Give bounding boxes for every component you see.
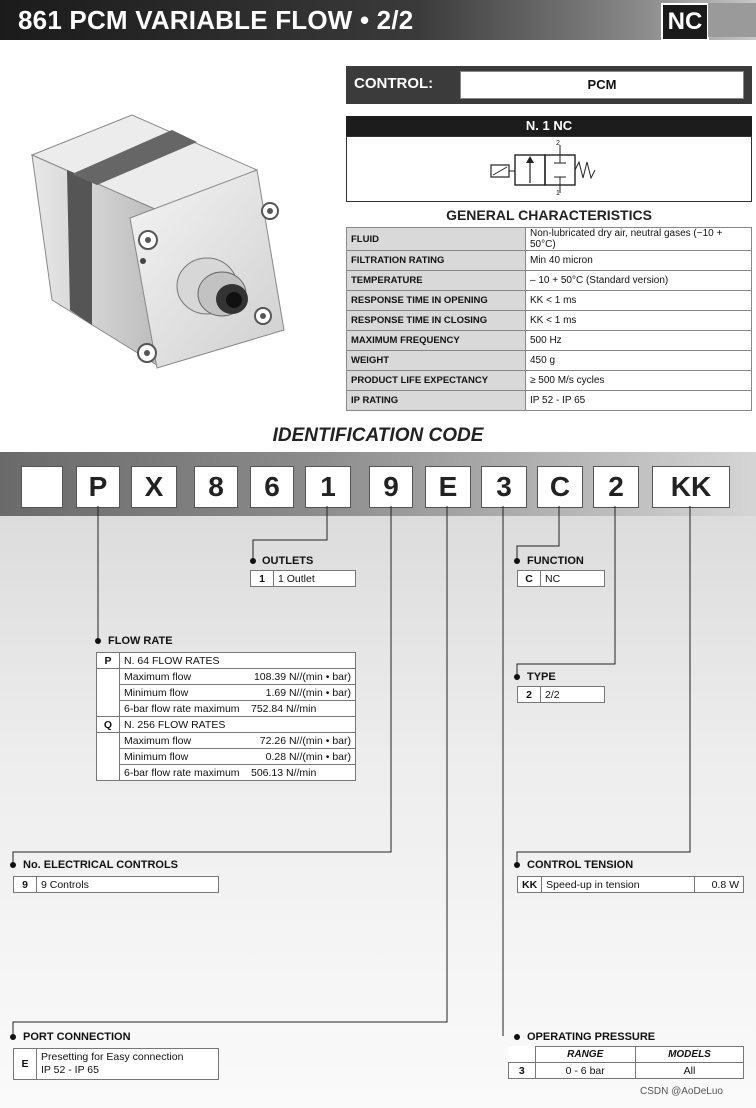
char-value: KK < 1 ms (526, 311, 752, 331)
char-key: RESPONSE TIME IN OPENING (347, 291, 526, 311)
option-desc: NC (541, 571, 605, 587)
option-code: 9 (14, 877, 37, 893)
nc-badge: NC (661, 3, 709, 41)
range-header: RANGE (535, 1047, 635, 1063)
char-key: FLUID (347, 228, 526, 251)
port-2-label: 2 (556, 140, 560, 147)
flow-row-label: Maximum flow (120, 669, 247, 685)
bullet-dot (10, 862, 16, 868)
char-value: Min 40 micron (526, 251, 752, 271)
flow-row-label: 6-bar flow rate maximum (120, 765, 247, 781)
flow-row-value: 752.84 N//min (247, 701, 356, 717)
option-code: P (97, 653, 120, 669)
option-desc: Speed-up in tension (542, 877, 695, 893)
bullet-dot (514, 1034, 520, 1040)
code-box-2: 2 (593, 466, 639, 508)
flow-group-heading: N. 256 FLOW RATES (120, 717, 356, 733)
watermark-credit: CSDN @AoDeLuo (640, 1086, 723, 1097)
bullet-dot (10, 1034, 16, 1040)
code-box-kk: KK (652, 466, 730, 508)
code-box-3: 3 (481, 466, 527, 508)
electrical-controls-title: No. ELECTRICAL CONTROLS (23, 859, 179, 871)
flow-row-label: Maximum flow (120, 733, 247, 749)
code-box-e: E (425, 466, 471, 508)
char-key: MAXIMUM FREQUENCY (347, 331, 526, 351)
code-box-1: 1 (305, 466, 351, 508)
char-value: 450 g (526, 351, 752, 371)
flow-row-label: Minimum flow (120, 685, 247, 701)
identification-code-title: IDENTIFICATION CODE (272, 425, 484, 446)
option-code: 1 (251, 571, 274, 587)
flow-rate-table (96, 652, 356, 781)
port-desc-line2: IP 52 - IP 65 (41, 1064, 99, 1076)
option-value: 0.8 W (695, 877, 744, 893)
char-value: ≥ 500 M/s cycles (526, 371, 752, 391)
electrical-controls-table (13, 876, 219, 893)
outlets-table (250, 570, 356, 587)
option-code: 2 (518, 687, 541, 703)
option-desc: 2/2 (541, 687, 605, 703)
char-key: IP RATING (347, 391, 526, 411)
control-label: CONTROL: (354, 75, 434, 92)
operating-pressure-table (508, 1046, 744, 1079)
bullet-dot (250, 558, 256, 564)
char-key: RESPONSE TIME IN CLOSING (347, 311, 526, 331)
code-box-6: 6 (250, 466, 294, 508)
flow-row-value: 0.28 N//(min • bar) (247, 749, 356, 765)
option-desc (37, 1049, 219, 1080)
port-connection-table (13, 1048, 219, 1080)
code-box-c: C (537, 466, 583, 508)
page-title: 861 PCM VARIABLE FLOW • 2/2 (18, 5, 414, 35)
option-code: E (14, 1049, 37, 1080)
code-box-8: 8 (194, 466, 238, 508)
type-title: TYPE (527, 671, 556, 683)
control-tension-title: CONTROL TENSION (527, 859, 634, 871)
function-table (517, 570, 605, 587)
type-table (517, 686, 605, 703)
char-value: IP 52 - IP 65 (526, 391, 752, 411)
port-1-label: 1 (556, 190, 560, 197)
option-code: Q (97, 717, 120, 733)
flow-row-value: 506.13 N//min (247, 765, 356, 781)
port-desc-line1: Presetting for Easy connection (41, 1051, 184, 1063)
char-key: FILTRATION RATING (347, 251, 526, 271)
bullet-dot (95, 638, 101, 644)
char-value: – 10 + 50°C (Standard version) (526, 271, 752, 291)
bullet-dot (514, 558, 520, 564)
flow-row-label: Minimum flow (120, 749, 247, 765)
control-tension-table (517, 876, 744, 893)
option-code: 3 (509, 1063, 536, 1079)
symbol-header: N. 1 NC (346, 116, 752, 136)
port-connection-title: PORT CONNECTION (23, 1031, 131, 1043)
flow-row-value: 108.39 N//(min • bar) (247, 669, 356, 685)
models-value: All (635, 1063, 743, 1079)
general-characteristics-title: GENERAL CHARACTERISTICS (446, 207, 652, 223)
option-code: C (518, 571, 541, 587)
code-box-x: X (131, 466, 177, 508)
flow-row-label: 6-bar flow rate maximum (120, 701, 247, 717)
bullet-dot (514, 862, 520, 868)
char-value: Non-lubricated dry air, neutral gases (−10 + 50°C) (526, 228, 752, 251)
code-box-p: P (76, 466, 120, 508)
option-desc: 1 Outlet (274, 571, 356, 587)
bullet-dot (514, 674, 520, 680)
operating-pressure-title: OPERATING PRESSURE (527, 1031, 656, 1043)
range-value: 0 - 6 bar (535, 1063, 635, 1079)
char-value: 500 Hz (526, 331, 752, 351)
char-key: WEIGHT (347, 351, 526, 371)
flow-row-value: 72.26 N//(min • bar) (247, 733, 356, 749)
char-key: TEMPERATURE (347, 271, 526, 291)
option-code: KK (518, 877, 542, 893)
flow-group-heading: N. 64 FLOW RATES (120, 653, 356, 669)
function-title: FUNCTION (527, 555, 584, 567)
control-value: PCM (460, 71, 744, 99)
code-box-9: 9 (369, 466, 413, 508)
option-desc: 9 Controls (37, 877, 219, 893)
char-value: KK < 1 ms (526, 291, 752, 311)
models-header: MODELS (635, 1047, 743, 1063)
flow-row-value: 1.69 N//(min • bar) (247, 685, 356, 701)
flow-rate-title: FLOW RATE (108, 635, 173, 647)
outlets-title: OUTLETS (262, 555, 314, 567)
char-key: PRODUCT LIFE EXPECTANCY (347, 371, 526, 391)
